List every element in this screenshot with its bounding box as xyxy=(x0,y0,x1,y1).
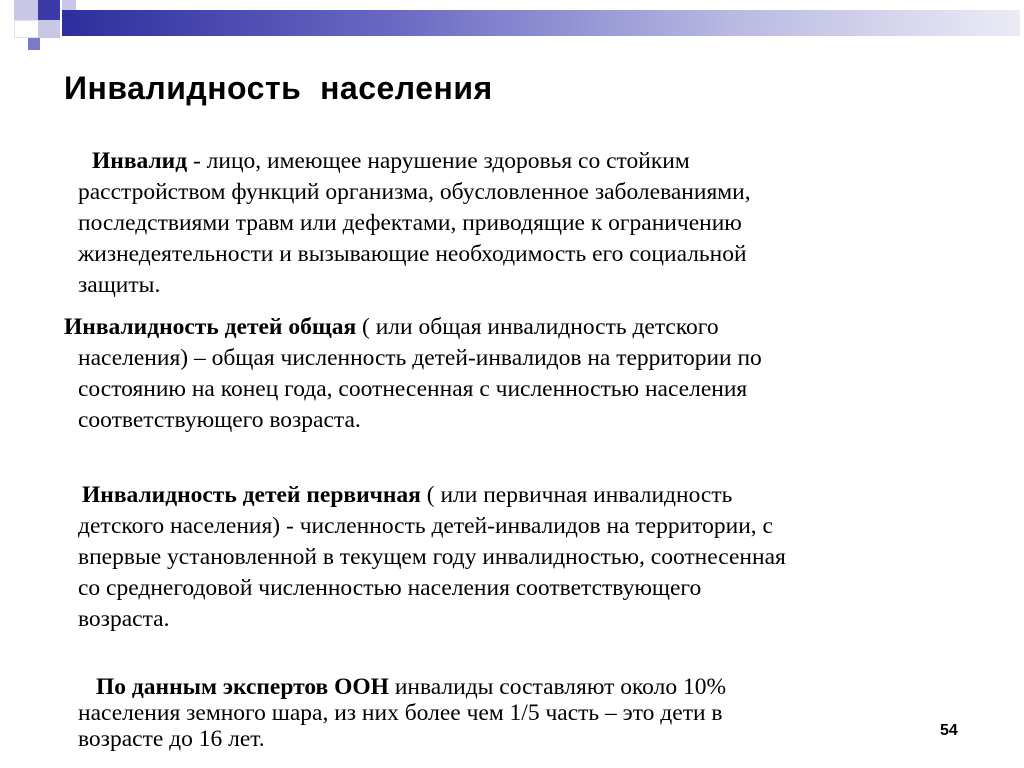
paragraph-line: возрасте до 16 лет. xyxy=(78,726,265,752)
decor-square xyxy=(38,0,60,20)
decor-square xyxy=(14,0,38,20)
paragraph-first-line xyxy=(78,146,958,177)
definition-disabled-person xyxy=(78,146,958,301)
term: Инвалид xyxy=(92,148,188,174)
header-decoration xyxy=(0,0,1024,52)
paragraph-first-line xyxy=(64,312,944,343)
un-experts-statement xyxy=(78,674,958,752)
paragraph-line: детского населения) - численность детей-инвалидов на территории, с xyxy=(78,513,773,539)
definition-child-disability-primary xyxy=(78,480,958,635)
slide-title: Инвалидность населения xyxy=(64,70,493,106)
paragraph-line: впервые установленной в текущем году инвалидностью, соотнесенная xyxy=(78,544,786,570)
decor-square xyxy=(38,20,60,38)
decor-square xyxy=(14,20,40,38)
definition-child-disability-total xyxy=(64,312,944,436)
text: ( или общая инвалидность детского xyxy=(356,314,719,340)
term: Инвалидность детей первичная xyxy=(82,482,421,508)
term: По данным экспертов ООН xyxy=(96,674,389,700)
header-gradient-bar xyxy=(62,10,1020,36)
paragraph-line: соответствующего возраста. xyxy=(78,407,361,433)
text: инвалиды составляют около 10% xyxy=(388,674,727,700)
paragraph-line: расстройством функций организма, обусловленное заболеваниями, xyxy=(78,179,751,205)
paragraph-line: защиты. xyxy=(78,272,161,298)
paragraph-line: со среднегодовой численностью населения соответствующего xyxy=(78,575,702,601)
paragraph-line: состоянию на конец года, соотнесенная с численностью населения xyxy=(78,376,748,402)
paragraph-first-line xyxy=(78,674,958,700)
paragraph-line: возраста. xyxy=(78,606,170,632)
decor-square xyxy=(62,0,76,10)
paragraph-line: последствиями травм или дефектами, приводящие к ограничению xyxy=(78,210,742,236)
decor-square xyxy=(28,38,40,50)
text: - лицо, имеющее нарушение здоровья со стойким xyxy=(187,148,690,174)
term: Инвалидность детей общая xyxy=(64,314,357,340)
paragraph-line: жизнедеятельности и вызывающие необходимость его социальной xyxy=(78,241,747,267)
slide-number: 54 xyxy=(940,722,958,739)
text: ( или первичная инвалидность xyxy=(420,482,733,508)
paragraph-first-line xyxy=(78,480,958,511)
paragraph-line: населения) – общая численность детей-инвалидов на территории по xyxy=(78,345,762,371)
paragraph-line: населения земного шара, из них более чем 1/5 часть – это дети в xyxy=(78,700,723,726)
